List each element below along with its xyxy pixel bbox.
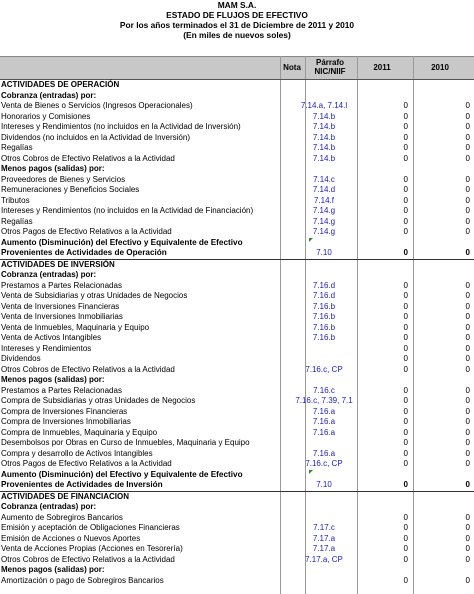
column-header-parrafo [306,58,354,76]
row-paragraph-ref: 7.10 [316,480,332,489]
value-2010: 0 [465,312,470,321]
value-2010: 0 [465,554,470,564]
row-label: Desembolsos por Obras en Curso de Inmuebles, Maquinaria y Equipo [1,438,250,447]
column-header-2010: 2010 [431,63,449,72]
value-2010: 0 [465,227,470,236]
value-2010: 0 [465,575,470,585]
row-label: Cobranza (entradas) por: [1,270,97,279]
row-label: Otros Pagos de Efectivo Relativos a la Actividad [1,227,172,236]
row-paragraph-ref: 7.16.a [312,427,336,437]
comment-marker-icon [309,470,313,474]
value-2011: 0 [403,174,408,184]
row-paragraph-ref: 7.16.c [313,385,335,395]
total-row [0,480,474,492]
table-row [0,534,474,545]
report-units: (En miles de nuevos soles) [183,30,291,40]
column-header-parrafo-line1: Párrafo [315,58,344,67]
value-2011: 0 [403,111,408,121]
company-name: MAM S.A. [217,0,257,10]
value-2010: 0 [465,185,470,194]
table-row [0,544,474,555]
table-row [0,312,474,323]
value-2010: 0 [465,406,470,416]
value-2010: 0 [465,206,470,215]
table-row [0,513,474,524]
row-label: Dividendos [1,354,41,363]
value-2011: 0 [403,206,408,215]
value-2011: 0 [403,427,408,437]
value-2010: 0 [465,417,470,426]
row-label: Emisión y aceptación de Obligaciones Financieras [1,523,180,532]
row-paragraph-ref: 7.14.g [312,206,336,215]
row-label: Compra y desarrollo de Activos Intangibles [1,448,153,458]
section-row [0,260,474,271]
value-2011: 0 [403,533,408,543]
row-label: Venta de Acciones Propias (Acciones en Tesorería) [1,544,183,553]
row-paragraph-ref: 7.16.b [312,312,336,321]
section-row [0,565,474,576]
value-2010: 0 [465,333,470,342]
row-label: Aumento de Sobregiros Bancarios [1,512,123,522]
row-paragraph-ref: 7.16.b [312,333,336,342]
table-row [0,175,474,186]
report-header [0,0,474,40]
value-2010: 0 [465,438,470,447]
value-2010: 0 [465,459,470,468]
value-2010: 0 [465,195,470,205]
table-row [0,365,474,376]
table-row [0,354,474,365]
table-row [0,185,474,196]
row-paragraph-ref: 7.14.d [312,185,336,194]
value-2011: 0 [403,291,408,300]
table-row [0,438,474,449]
value-2011: 0 [403,122,408,131]
value-2010: 0 [465,385,470,395]
table-row [0,459,474,470]
value-2010: 0 [465,396,470,405]
row-paragraph-ref: 7.14.a, 7.14.l [300,101,348,110]
table-row [0,101,474,112]
value-2010: 0 [465,512,470,522]
value-2011: 0 [403,322,408,332]
table-row [0,449,474,460]
row-label: Intereses y Rendimientos [1,343,92,353]
row-label: Regalías [1,143,33,152]
row-paragraph-ref: 7.16.a [312,417,336,426]
report-title: ESTADO DE FLUJOS DE EFECTIVO [166,10,308,20]
row-label: Regalías [1,216,33,226]
row-label: Otros Cobros de Efectivo Relativos a la Actividad [1,554,175,564]
value-2011: 0 [403,448,408,458]
value-2010: 0 [465,544,470,553]
row-paragraph-ref: 7.17.a, CP [305,554,343,564]
value-2010: 0 [465,280,470,290]
value-2010: 0 [465,427,470,437]
row-label: Venta de Inversiones Inmobiliarias [1,312,123,321]
row-label: Compra de Inversiones Financieras [1,406,128,416]
row-paragraph-ref: 7.16.b [312,301,336,311]
value-2011: 0 [403,438,408,447]
value-2010: 0 [465,523,470,532]
table-row [0,302,474,313]
row-label: Aumento (Disminución) del Efectivo y Equivalente de Efectivo [1,237,243,247]
value-2010: 0 [465,111,470,121]
table-row [0,112,474,123]
value-2011: 0 [403,153,408,163]
row-label: Venta de Inmuebles, Maquinaria y Equipo [1,322,150,332]
table-row [0,386,474,397]
value-2011: 0 [403,554,408,564]
table-row [0,281,474,292]
value-2011: 0 [403,248,408,257]
row-label: ACTIVIDADES DE INVERSIÓN [1,259,115,269]
value-2011: 0 [403,385,408,395]
row-label: Amortización o pago de Sobregiros Bancarios [1,575,164,585]
value-2010: 0 [465,153,470,163]
section-row [0,91,474,102]
table-row [0,396,474,407]
row-label: Intereses y Rendimientos (no incluidos en la Actividad de Inversión) [1,122,241,131]
row-label: Emisión de Acciones o Nuevos Aportes [1,533,141,543]
table-row [0,154,474,165]
row-paragraph-ref: 7.17.a [312,544,336,553]
value-2010: 0 [465,448,470,458]
value-2011: 0 [403,301,408,311]
row-paragraph-ref: 7.16.c, 7.39, 7.1 [295,396,353,405]
row-label: Cobranza (entradas) por: [1,90,97,100]
row-label: ACTIVIDADES DE OPERACIÓN [1,80,120,89]
row-label: Provenientes de Actividades de Inversión [1,480,163,489]
row-label: Venta de Inversiones Financieras [1,301,120,311]
value-2011: 0 [403,354,408,363]
row-paragraph-ref: 7.14.c [313,174,335,184]
row-label: Intereses y Rendimientos (no incluidos en la Actividad de Financiación) [1,206,254,215]
value-2011: 0 [403,143,408,152]
section-row [0,79,474,91]
row-paragraph-ref: 7.14.b [312,143,336,152]
section-row [0,492,474,503]
value-2010: 0 [465,174,470,184]
value-2011: 0 [403,396,408,405]
value-2011: 0 [403,364,408,374]
row-label: Remuneraciones y Beneficios Sociales [1,185,140,194]
row-label: Venta de Activos Intangibles [1,333,102,342]
row-label: Otros Cobros de Efectivo Relativos a la Actividad [1,364,175,374]
value-2011: 0 [403,406,408,416]
value-2011: 0 [403,312,408,321]
value-2010: 0 [465,216,470,226]
row-label: Prestamos a Partes Relacionadas [1,385,122,395]
value-2010: 0 [465,291,470,300]
value-2011: 0 [403,459,408,468]
row-label: Honorarios y Comisiones [1,111,91,121]
table-row [0,344,474,355]
row-label: Compra de Inversiones Inmobiliarias [1,417,131,426]
value-2010: 0 [465,122,470,131]
value-2010: 0 [465,533,470,543]
row-paragraph-ref: 7.14.b [312,122,336,131]
table-row [0,323,474,334]
value-2010: 0 [465,101,470,110]
table-row [0,428,474,439]
row-label: Otros Pagos de Efectivo Relativos a la Actividad [1,459,172,468]
column-header-row [0,56,474,80]
value-2011: 0 [403,480,408,489]
table-row [0,407,474,418]
row-paragraph-ref: 7.16.c, CP [305,364,343,374]
value-2010: 0 [465,343,470,353]
section-row [0,375,474,386]
row-label: Otros Cobros de Efectivo Relativos a la Actividad [1,153,175,163]
table-row [0,122,474,133]
row-label: ACTIVIDADES DE FINANCIACION [1,491,130,501]
table-row [0,417,474,428]
section-row [0,164,474,175]
row-label: Venta de Subsidiarias y otras Unidades de Negocios [1,291,188,300]
report-period: Por los años terminados el 31 de Diciembre de 2011 y 2010 [119,20,355,30]
value-2010: 0 [465,354,470,363]
row-paragraph-ref: 7.16.d [312,280,336,290]
row-paragraph-ref: 7.14.b [312,111,336,121]
value-2011: 0 [403,132,408,142]
row-paragraph-ref: 7.17.a [312,533,336,543]
total-row [0,470,474,481]
value-2010: 0 [465,248,470,257]
total-row [0,238,474,249]
row-paragraph-ref: 7.16.b [312,322,336,332]
table-row [0,523,474,534]
row-label: Provenientes de Actividades de Operación [1,248,167,257]
value-2011: 0 [403,227,408,236]
table-row [0,291,474,302]
value-2010: 0 [465,301,470,311]
row-paragraph-ref: 7.14.b [312,132,336,142]
table-row [0,227,474,238]
table-row [0,576,474,587]
row-label: Venta de Bienes o Servicios (Ingresos Operacionales) [1,101,193,110]
value-2011: 0 [403,417,408,426]
column-header-nota: Nota [283,63,301,72]
row-paragraph-ref: 7.14.g [312,216,336,226]
row-paragraph-ref: 7.16.a [312,448,336,458]
row-label: Menos pagos (salidas) por: [1,164,105,173]
value-2010: 0 [465,322,470,332]
table-row [0,196,474,207]
table-row [0,333,474,344]
value-2011: 0 [403,280,408,290]
table-row [0,217,474,228]
value-2011: 0 [403,575,408,585]
row-label: Prestamos a Partes Relacionadas [1,280,122,290]
value-2010: 0 [465,364,470,374]
row-label: Compra de Subsidiarias y otras Unidades de Negocios [1,396,196,405]
table-row [0,143,474,154]
value-2010: 0 [465,143,470,152]
table-row [0,133,474,144]
value-2011: 0 [403,185,408,194]
table-row [0,206,474,217]
row-paragraph-ref: 7.14.b [312,153,336,163]
row-label: Tributos [1,195,30,205]
row-label: Proveedores de Bienes y Servicios [1,174,126,184]
row-label: Menos pagos (salidas) por: [1,375,105,384]
row-label: Cobranza (entradas) por: [1,502,97,511]
row-paragraph-ref: 7.16.c, CP [305,459,343,468]
comment-marker-icon [309,238,313,242]
value-2011: 0 [403,333,408,342]
total-row [0,248,474,260]
row-paragraph-ref: 7.14.g [312,227,336,236]
row-paragraph-ref: 7.16.a [312,406,336,416]
row-label: Aumento (Disminución) del Efectivo y Equivalente de Efectivo [1,469,243,479]
value-2011: 0 [403,512,408,522]
row-label: Compra de Inmuebles, Maquinaria y Equipo [1,427,158,437]
row-paragraph-ref: 7.16.d [312,291,336,300]
section-row [0,502,474,513]
value-2011: 0 [403,195,408,205]
row-paragraph-ref: 7.17.c [313,523,335,532]
value-2011: 0 [403,343,408,353]
value-2011: 0 [403,544,408,553]
row-label: Menos pagos (salidas) por: [1,565,105,574]
table-row [0,555,474,566]
value-2011: 0 [403,216,408,226]
value-2011: 0 [403,101,408,110]
value-2011: 0 [403,523,408,532]
row-label: Dividendos (no incluidos en la Actividad de Inversión) [1,132,190,142]
row-paragraph-ref: 7.10 [316,248,332,257]
value-2010: 0 [465,132,470,142]
column-header-2011: 2011 [373,63,391,72]
value-2010: 0 [465,480,470,489]
section-row [0,270,474,281]
statement-rows [0,79,474,586]
column-header-parrafo-line2: NIC/NIIF [314,67,346,76]
row-paragraph-ref: 7.14.f [313,195,334,205]
